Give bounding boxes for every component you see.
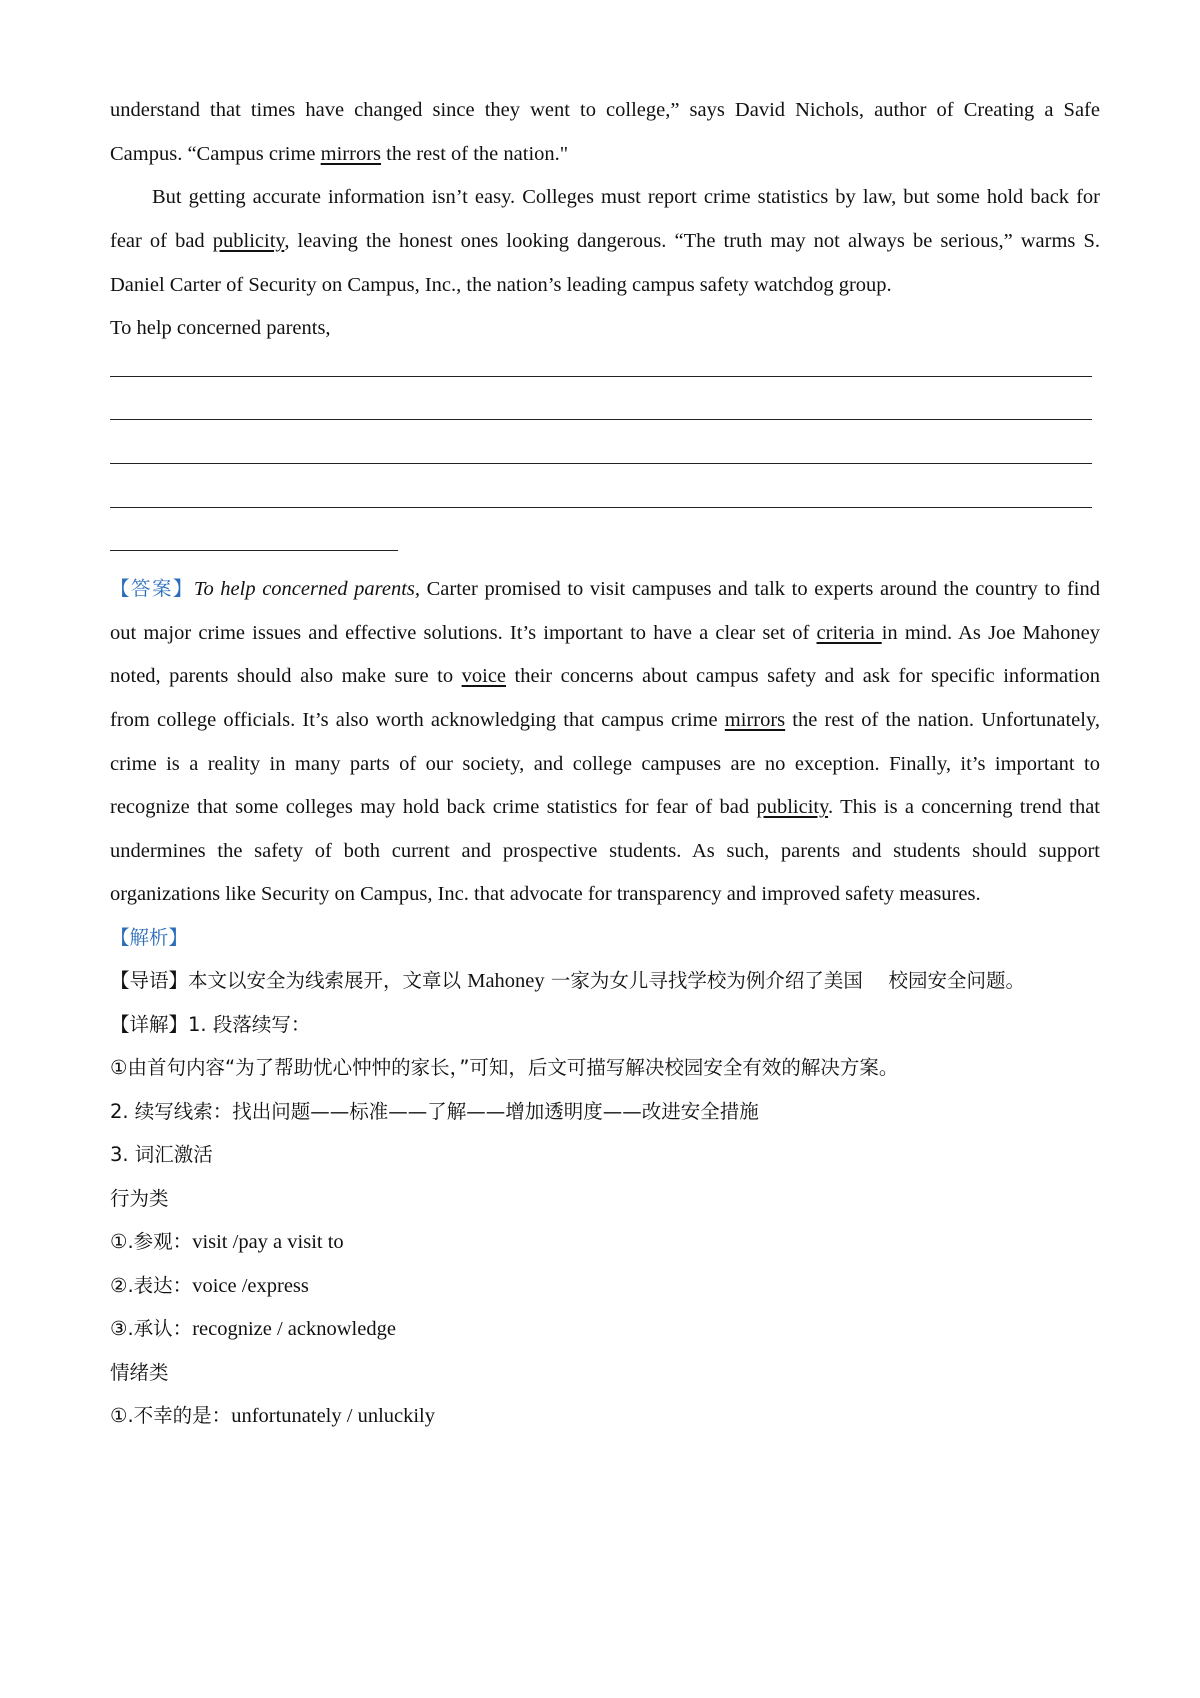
answer-lead: To help concerned parents, bbox=[193, 578, 421, 600]
passage-text: , leaving the honest ones looking dangerous. “The truth may not always be serious,” warms S. bbox=[284, 230, 1101, 252]
answer-text: organizations like Security on Campus, Inc. that advocate for transparency and improved safety measures. bbox=[110, 883, 981, 905]
underlined-word: criteria bbox=[816, 622, 882, 644]
answer-blank-line bbox=[110, 507, 1092, 508]
clue-text: 2. 续写线索：找出问题——标准——了解——增加透明度——改进安全措施 bbox=[110, 1100, 759, 1123]
passage-text: fear of bad bbox=[110, 230, 213, 252]
prompt-text: To help concerned parents, bbox=[110, 317, 331, 339]
vocab-item bbox=[110, 1228, 1100, 1256]
underlined-word: publicity bbox=[756, 796, 829, 818]
answer-text: recognize that some colleges may hold back crime statistics for fear of bad bbox=[110, 796, 757, 818]
underlined-word: publicity bbox=[212, 230, 285, 252]
writing-prompt bbox=[110, 314, 1100, 342]
answer-text: the rest of the nation. Unfortunately, bbox=[785, 709, 1100, 731]
answer-line bbox=[110, 837, 1100, 865]
detail-text: 1. 段落续写： bbox=[188, 1013, 311, 1036]
vocab-en: visit /pay a visit to bbox=[192, 1231, 344, 1253]
guide-line bbox=[110, 967, 1100, 995]
answer-text: . This is a concerning trend that bbox=[828, 796, 1100, 818]
passage-line bbox=[110, 271, 1100, 299]
answer-line bbox=[110, 619, 1100, 647]
answer-line bbox=[110, 880, 1100, 908]
answer-text: in mind. As Joe Mahoney bbox=[881, 622, 1100, 644]
passage-text: Daniel Carter of Security on Campus, Inc., the nation’s leading campus safety watchdog group. bbox=[110, 274, 892, 296]
passage-line bbox=[110, 140, 1100, 168]
passage-line bbox=[110, 96, 1100, 124]
guide-name: Mahoney bbox=[467, 970, 545, 992]
vocab-item bbox=[110, 1402, 1100, 1430]
category-title: 情绪类 bbox=[110, 1361, 169, 1384]
answer-text: crime is a reality in many parts of our society, and college campuses are no exception. Finally, it’s important to bbox=[110, 753, 1100, 775]
vocab-en: voice /express bbox=[192, 1275, 309, 1297]
detail-line bbox=[110, 1011, 1100, 1039]
vocab-cn: ①.不幸的是： bbox=[110, 1404, 232, 1427]
category-heading bbox=[110, 1359, 1100, 1387]
answer-line bbox=[110, 793, 1100, 821]
vocab-item bbox=[110, 1315, 1100, 1343]
passage-text: But getting accurate information isn’t easy. Colleges must report crime statistics by law, but some hold back for bbox=[152, 186, 1100, 208]
category-title: 行为类 bbox=[110, 1187, 169, 1210]
answer-text: their concerns about campus safety and ask for specific information bbox=[506, 665, 1101, 687]
answer-text: from college officials. It’s also worth acknowledging that campus crime bbox=[110, 709, 725, 731]
passage-line bbox=[110, 227, 1100, 255]
vocab-item bbox=[110, 1272, 1100, 1300]
answer-text: out major crime issues and effective solutions. It’s important to have a clear set of bbox=[110, 622, 817, 644]
guide-tag: 【导语】 bbox=[110, 969, 189, 992]
answer-text: Carter promised to visit campuses and talk to experts around the country to find bbox=[420, 578, 1100, 600]
guide-text: 本文以安全为线索展开，文章以 bbox=[188, 969, 468, 992]
clue-line bbox=[110, 1098, 1100, 1126]
analysis-tag: 【解析】 bbox=[110, 926, 189, 949]
answer-text: noted, parents should also make sure to bbox=[110, 665, 462, 687]
underlined-word: mirrors bbox=[320, 143, 382, 165]
vocab-cn: ③.承认： bbox=[110, 1317, 193, 1340]
answer-line bbox=[110, 750, 1100, 778]
passage-line bbox=[110, 183, 1100, 211]
answer-line bbox=[110, 706, 1100, 734]
vocab-en: unfortunately / unluckily bbox=[231, 1405, 436, 1427]
category-heading bbox=[110, 1185, 1100, 1213]
passage-text: the rest of the nation." bbox=[381, 143, 569, 165]
answer-text: undermines the safety of both current and prospective students. As such, parents and students should support bbox=[110, 840, 1100, 862]
underlined-word: voice bbox=[461, 665, 507, 687]
underlined-word: mirrors bbox=[724, 709, 786, 731]
detail-item bbox=[110, 1054, 1100, 1082]
answer-blank-line bbox=[110, 376, 1092, 377]
guide-text: 一家为女儿寻找学校为例介绍了美国 校园安全问题。 bbox=[544, 969, 1026, 992]
vocab-cn: ①.参观： bbox=[110, 1230, 193, 1253]
answer-line bbox=[110, 662, 1100, 690]
answer-blank-line bbox=[110, 419, 1092, 420]
vocab-en: recognize / acknowledge bbox=[192, 1318, 396, 1340]
answer-line bbox=[110, 575, 1100, 603]
answer-tag: 【答案】 bbox=[110, 577, 194, 600]
answer-blank-line bbox=[110, 463, 1092, 464]
vocab-heading bbox=[110, 1141, 1100, 1169]
answer-blank-line bbox=[110, 550, 398, 551]
detail-tag: 【详解】 bbox=[110, 1013, 189, 1036]
passage-text: understand that times have changed since they went to college,” says David Nichols, author of Creating a Safe bbox=[110, 99, 1100, 121]
vocab-title: 3. 词汇激活 bbox=[110, 1143, 213, 1166]
vocab-cn: ②.表达： bbox=[110, 1274, 193, 1297]
analysis-heading bbox=[110, 924, 1100, 952]
detail-text: ①由首句内容“为了帮助忧心忡忡的家长，”可知，后文可描写解决校园安全有效的解决方案。 bbox=[110, 1056, 899, 1079]
passage-text: Campus. “Campus crime bbox=[110, 143, 321, 165]
